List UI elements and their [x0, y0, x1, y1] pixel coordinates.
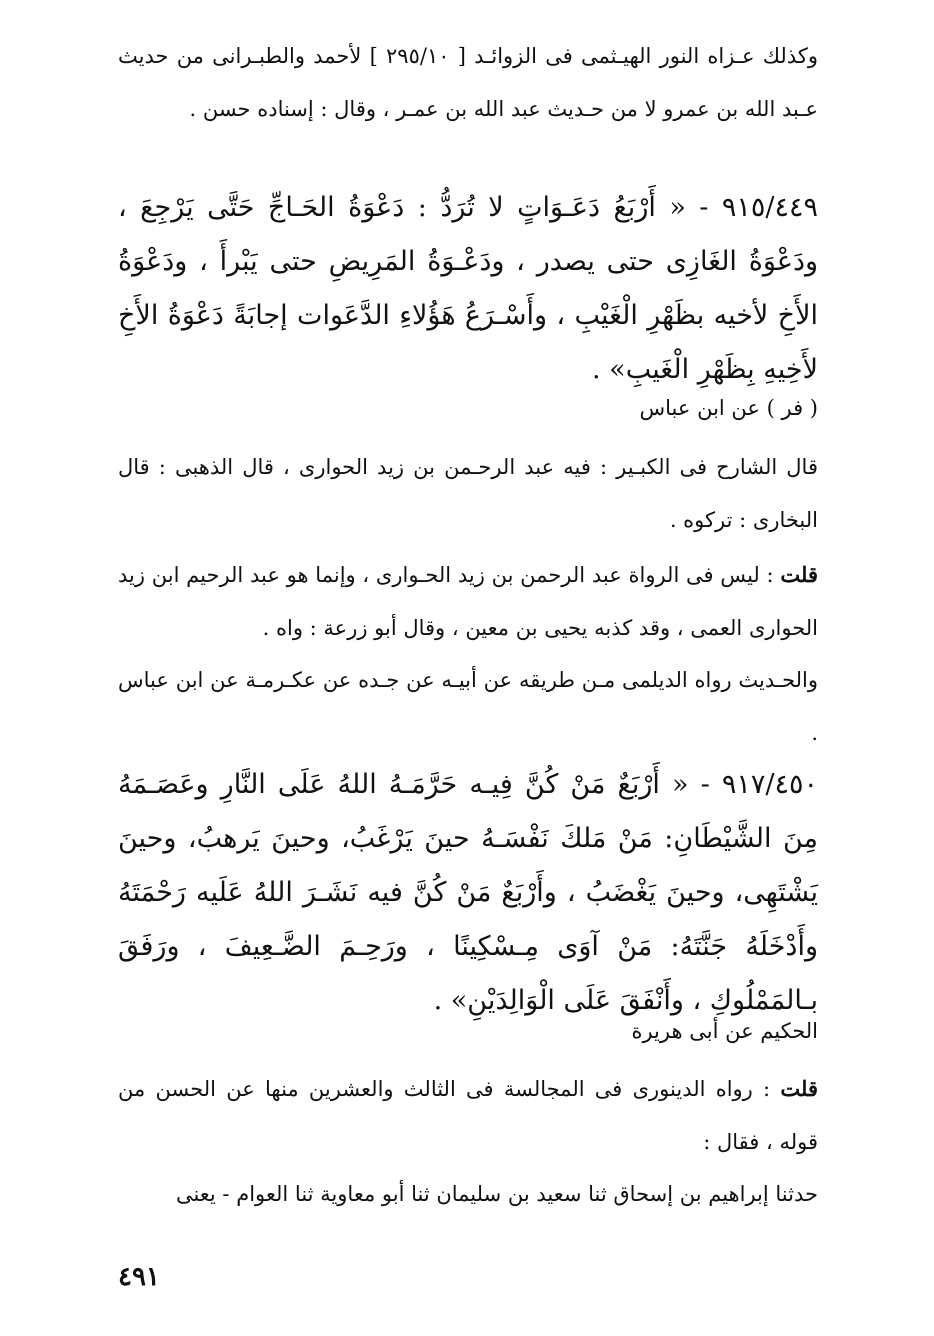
hadith-450: ٩١٧/٤٥٠ - « أَرْبَعٌ مَنْ كُنَّ فِيـه حَرَّمَـهُ اللهُ عَلَى النَّارِ وعَصَـمَهُ مِنَ الشَّيْطَانِ: مَنْ مَلكَ نَفْسَـهُ حينَ يَرْغَبُ، وحينَ يَرهبُ، وحينَ يَشْتَهِى، وحينَ يَغْضَبُ ، وأَرْبَعٌ مَنْ كُنَّ فيه نَشَـرَ اللهُ عَلَيه رَحْمَتَهُ وأَدْخَلَهُ جَنَّتَهُ: مَنْ آوَى مِـسْكِينًا ، ورَحِـمَ الضَّـعِيفَ ، ورَفَقَ بـالمَمْلُوكِ ، وأَنْفَقَ عَلَى الْوَالِدَيْنِ» . — [118, 769, 818, 1016]
page-number: ٤٩١ — [118, 1262, 160, 1292]
paragraph-zawaid-citation: وكذلك عـزاه النور الهيـثمى فى الزوائـد [ ٢٩٥/١٠ ] لأحمد والطبـرانى من حديث عـبد الله بن عمرو لا من حـديث عبد الله بن عمـر ، وقال : إسناده حسن . — [118, 44, 818, 121]
paragraph-sharih-comment: قال الشارح فى الكبـير : فيه عبد الرحـمن بن زيد الحوارى ، قال الذهبى : قال البخارى : تركوه . — [118, 455, 818, 532]
paragraph-qultu-rijal — [118, 548, 818, 655]
paragraph-daylami: والحـديث رواه الديلمى مـن طريقه عن أبيـه عن جـده عن عكـرمـة عن ابن عباس . — [118, 668, 818, 745]
qultu-text: : رواه الدينورى فى المجالسة فى الثالث والعشرين منها عن الحسن من قوله ، فقال : — [118, 1077, 818, 1154]
qultu-label: قلت — [780, 562, 818, 587]
qultu-text: : ليس فى الرواة عبد الرحمن بن زيد الحـوارى ، وإنما هو عبد الرحيم ابن زيد الحوارى العمى ، وقد كذبه يحيى بن معين ، وقال أبو زرعة : واه . — [118, 563, 818, 640]
qultu-label: قلت — [780, 1076, 818, 1101]
paragraph-isnad: حدثنا إبراهيم بن إسحاق ثنا سعيد بن سليمان ثنا أبو معاوية ثنا العوام - يعنى — [175, 1182, 818, 1206]
paragraph-qultu-dinawari — [118, 1062, 818, 1169]
hadith-449: ٩١٥/٤٤٩ - « أَرْبَعُ دَعَـوَاتٍ لا تُرَدُّ : دَعْوَةُ الحَـاجِّ حَتَّى يَرْجِعَ ، ودَعْوَةُ الغَازِى حتى يصدر ، ودَعْـوَةُ المَرِيضِ حتى يَبْرأَ ، ودَعْوَةُ الأَخِ لأخيه بظَهْرِ الْغَيْبِ ، وأَسْـرَعُ هَؤُلاءِ الدَّعَوات إجابَةً دَعْوَةُ الأَخِ لأَخِيهِ بِظَهْرِ الْغَيبِ» . — [118, 192, 818, 385]
hadith-449-source: ( فر ) عن ابن عباس — [639, 396, 818, 420]
hadith-450-source: الحكيم عن أبى هريرة — [631, 1019, 818, 1043]
